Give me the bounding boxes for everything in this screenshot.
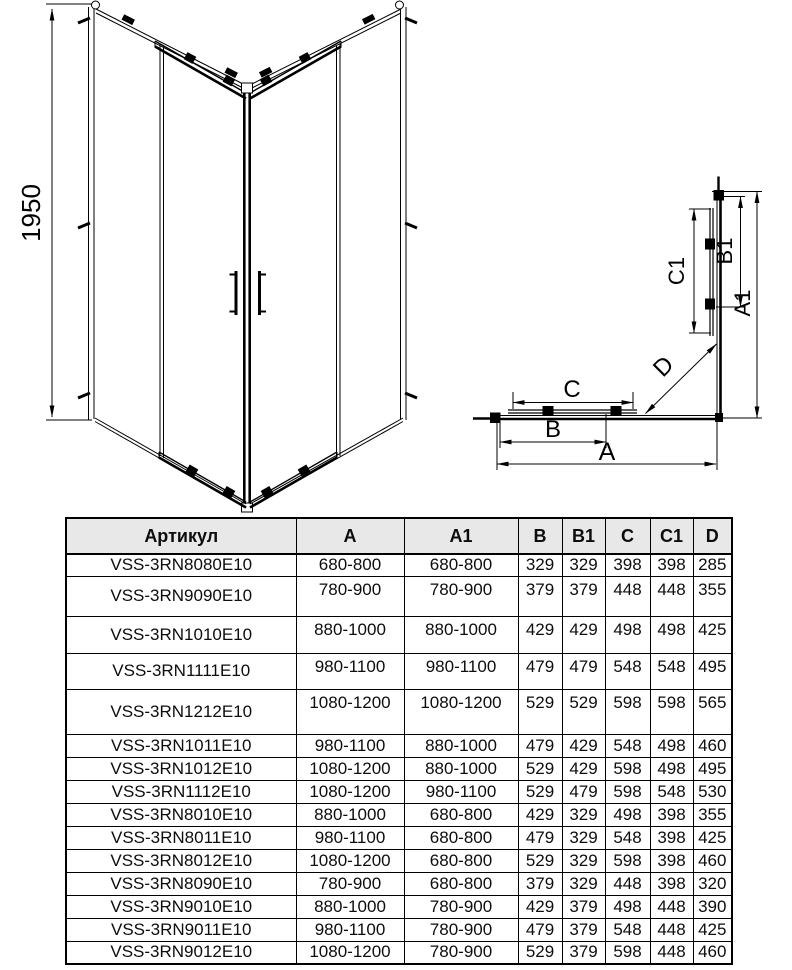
left-wall-profile [78,1,100,420]
value-cell: 529 [518,757,562,780]
dim-a-label: A [598,438,616,466]
value-cell: 448 [605,872,650,895]
value-cell: 448 [650,895,693,918]
value-cell: 460 [693,941,732,964]
value-cell: 355 [693,803,732,826]
value-cell: 548 [650,653,693,689]
value-cell: 680-800 [404,872,518,895]
column-header-c1: C1 [650,518,693,554]
value-cell: 498 [605,895,650,918]
value-cell: 498 [605,803,650,826]
value-cell: 880-1000 [404,757,518,780]
value-cell: 495 [693,757,732,780]
article-cell: VSS-3RN1112E10 [66,780,296,803]
article-cell: VSS-3RN9011E10 [66,918,296,941]
article-cell: VSS-3RN8080E10 [66,554,296,576]
value-cell: 355 [693,576,732,616]
value-cell: 379 [518,872,562,895]
column-header-a: A [296,518,404,554]
table-row [66,872,732,895]
value-cell: 880-1000 [296,895,404,918]
value-cell: 460 [693,849,732,872]
value-cell: 329 [562,849,605,872]
table-row [66,780,732,803]
dim-d-label: D [648,351,680,383]
value-cell: 479 [518,918,562,941]
value-cell: 598 [605,849,650,872]
article-cell: VSS-3RN1111E10 [66,653,296,689]
value-cell: 479 [518,826,562,849]
value-cell: 1080-1200 [296,849,404,872]
value-cell: 448 [650,576,693,616]
dim-b-label: B [544,416,562,443]
value-cell: 425 [693,826,732,849]
value-cell: 548 [650,780,693,803]
value-cell: 320 [693,872,732,895]
value-cell: 429 [562,734,605,757]
table-row [66,849,732,872]
table-row [66,941,732,964]
value-cell: 448 [605,576,650,616]
value-cell: 1080-1200 [404,689,518,734]
dim-c1 [689,209,711,333]
column-header-article: Артикул [66,518,296,554]
value-cell: 390 [693,895,732,918]
plan-right-door [706,208,715,336]
value-cell: 980-1100 [296,918,404,941]
value-cell: 780-900 [404,941,518,964]
table-row [66,576,732,616]
value-cell: 529 [518,780,562,803]
door-bottom-rails [159,452,337,508]
value-cell: 429 [562,616,605,653]
value-cell: 598 [605,689,650,734]
value-cell: 780-900 [404,576,518,616]
front-view-drawing [16,1,417,512]
value-cell: 379 [562,941,605,964]
value-cell: 498 [650,757,693,780]
value-cell: 398 [650,849,693,872]
column-header-a1: A1 [404,518,518,554]
value-cell: 1080-1200 [296,941,404,964]
value-cell: 880-1000 [404,616,518,653]
plan-bottom-door [508,407,637,416]
value-cell: 598 [605,941,650,964]
top-rails [96,9,401,90]
value-cell: 329 [562,803,605,826]
value-cell: 429 [518,616,562,653]
value-cell: 780-900 [404,895,518,918]
article-cell: VSS-3RN9090E10 [66,576,296,616]
value-cell: 780-900 [296,576,404,616]
value-cell: 429 [562,757,605,780]
value-cell: 548 [605,918,650,941]
value-cell: 530 [693,780,732,803]
value-cell: 460 [693,734,732,757]
value-cell: 379 [562,918,605,941]
value-cell: 379 [562,576,605,616]
value-cell: 398 [650,826,693,849]
value-cell: 680-800 [404,826,518,849]
value-cell: 565 [693,689,732,734]
table-row [66,803,732,826]
value-cell: 498 [605,616,650,653]
value-cell: 479 [518,734,562,757]
right-wall-profile [396,1,418,420]
value-cell: 329 [562,554,605,576]
value-cell: 980-1100 [404,653,518,689]
value-cell: 448 [650,918,693,941]
value-cell: 680-800 [404,803,518,826]
value-cell: 980-1100 [404,780,518,803]
spec-table-body [66,554,732,964]
value-cell: 780-900 [404,918,518,941]
article-cell: VSS-3RN8010E10 [66,803,296,826]
article-cell: VSS-3RN8012E10 [66,849,296,872]
value-cell: 498 [650,734,693,757]
value-cell: 529 [518,849,562,872]
value-cell: 429 [518,803,562,826]
table-row [66,734,732,757]
value-cell: 429 [518,895,562,918]
value-cell: 880-1000 [296,616,404,653]
value-cell: 880-1000 [404,734,518,757]
article-cell: VSS-3RN1010E10 [66,616,296,653]
value-cell: 398 [650,803,693,826]
article-cell: VSS-3RN1212E10 [66,689,296,734]
article-cell: VSS-3RN1011E10 [66,734,296,757]
table-row [66,689,732,734]
article-cell: VSS-3RN1012E10 [66,757,296,780]
table-row [66,918,732,941]
value-cell: 1080-1200 [296,757,404,780]
value-cell: 880-1000 [296,803,404,826]
value-cell: 285 [693,554,732,576]
value-cell: 479 [562,653,605,689]
value-cell: 495 [693,653,732,689]
value-cell: 329 [562,872,605,895]
column-header-b: B [518,518,562,554]
value-cell: 498 [650,616,693,653]
plan-right-wall [714,177,724,422]
value-cell: 548 [605,653,650,689]
left-door-handle [230,271,237,315]
value-cell: 425 [693,616,732,653]
value-cell: 1080-1200 [296,689,404,734]
table-row [66,653,732,689]
value-cell: 1080-1200 [296,780,404,803]
value-cell: 379 [562,895,605,918]
spec-table [65,517,733,965]
value-cell: 329 [518,554,562,576]
plan-bottom-wall [473,413,722,423]
dim-a1-label: A1 [730,289,755,317]
value-cell: 598 [605,780,650,803]
table-header-row [66,518,732,554]
table-row [66,616,732,653]
value-cell: 980-1100 [296,653,404,689]
table-row [66,554,732,576]
value-cell: 680-800 [404,554,518,576]
value-cell: 479 [562,780,605,803]
plan-view-drawing [473,177,762,471]
value-cell: 548 [605,826,650,849]
value-cell: 398 [650,554,693,576]
value-cell: 448 [650,941,693,964]
article-cell: VSS-3RN8090E10 [66,872,296,895]
value-cell: 680-800 [296,554,404,576]
value-cell: 529 [518,941,562,964]
value-cell: 529 [518,689,562,734]
value-cell: 379 [518,576,562,616]
value-cell: 529 [562,689,605,734]
right-door-handle [260,271,267,315]
table-row [66,757,732,780]
dim-c1-label: C1 [664,256,689,286]
article-cell: VSS-3RN9010E10 [66,895,296,918]
column-header-b1: B1 [562,518,605,554]
table-row [66,826,732,849]
value-cell: 598 [605,757,650,780]
dim-b1-label: B1 [712,237,737,265]
value-cell: 598 [650,689,693,734]
column-header-d: D [693,518,732,554]
table-row [66,895,732,918]
value-cell: 398 [605,554,650,576]
value-cell: 479 [518,653,562,689]
value-cell: 398 [650,872,693,895]
article-cell: VSS-3RN9012E10 [66,941,296,964]
value-cell: 980-1100 [296,826,404,849]
column-header-c: C [605,518,650,554]
corner-post [242,83,253,512]
value-cell: 548 [605,734,650,757]
value-cell: 980-1100 [296,734,404,757]
value-cell: 425 [693,918,732,941]
value-cell: 780-900 [296,872,404,895]
article-cell: VSS-3RN8011E10 [66,826,296,849]
value-cell: 680-800 [404,849,518,872]
value-cell: 329 [562,826,605,849]
dim-c-label: C [563,376,581,403]
height-dim-label: 1950 [16,184,46,242]
